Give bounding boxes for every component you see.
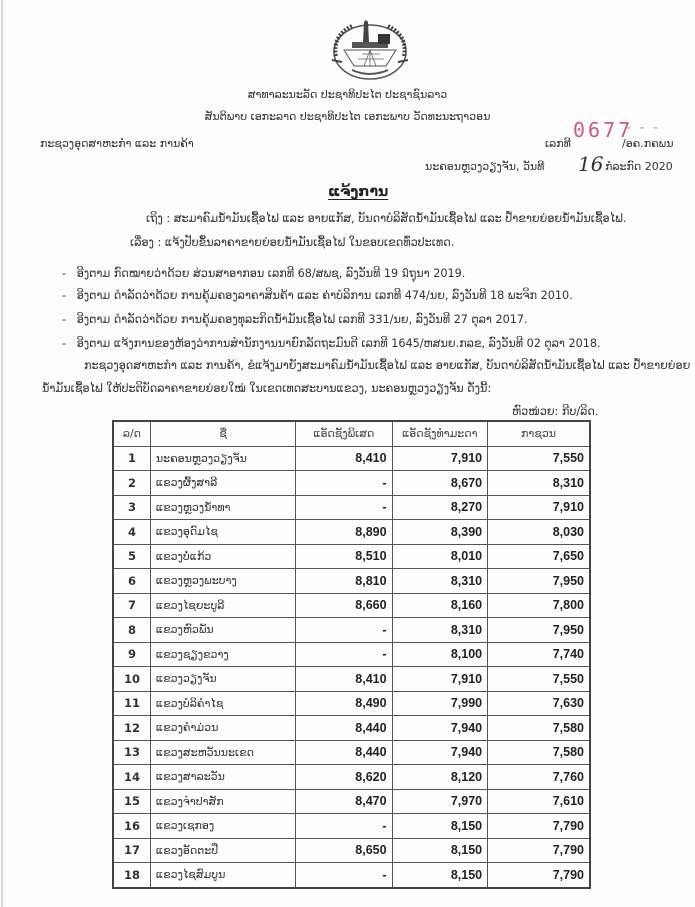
reference-item: - ອີງຕາມ ດຳລັດວ່າດ້ວຍ ການຄຸ້ມຄອງທຸລະກິດນ້ຳມັນເຊື້ອໄຟ ເລກທີ 331/ນຍ, ລົງວັນທີ 27 ຕຸລາ 2017. [62, 313, 528, 326]
row-number: 15 [113, 789, 150, 814]
special-gasoline-price: - [296, 618, 392, 643]
special-gasoline-price: 8,440 [296, 716, 392, 741]
special-gasoline-price: - [296, 642, 392, 667]
province-name: ແຂວງຈຳປາສັກ [150, 789, 295, 814]
regular-gasoline-price: 7,910 [392, 446, 488, 471]
diesel-price: 7,950 [488, 618, 590, 643]
regular-gasoline-price: 7,940 [392, 716, 488, 741]
special-gasoline-price: 8,410 [296, 667, 392, 692]
regular-gasoline-price: 8,150 [392, 814, 488, 839]
special-gasoline-price: 8,490 [296, 691, 392, 716]
table-row [113, 814, 590, 839]
document-number-dashes: - - - [626, 120, 661, 136]
regular-gasoline-price: 8,270 [392, 495, 488, 520]
diesel-price: 7,760 [488, 765, 590, 790]
regular-gasoline-price: 8,160 [392, 593, 488, 618]
notice-title: ແຈ້ງການ [328, 184, 389, 200]
special-gasoline-price: 8,510 [296, 544, 392, 569]
table-row [113, 544, 590, 569]
table-header-row [113, 421, 590, 446]
column-header-diesel: ກາຊວນ [488, 421, 590, 446]
row-number: 6 [113, 569, 150, 594]
row-number: 3 [113, 495, 150, 520]
diesel-price: 7,650 [488, 544, 590, 569]
fuel-price-table [112, 420, 591, 889]
unit-note: ຫົວໜ່ວຍ: ກີບ/ລິດ. [512, 405, 599, 418]
province-name: ແຂວງວຽງຈັນ [150, 667, 295, 692]
subject-line: ເລື່ອງ : ແຈ້ງປັບຂຶ້ນລາຄາຂາຍຍ່ອຍນ້ຳມັນເຊື້ອໄຟ ໃນຂອບເຂດທົ່ວປະເທດ. [130, 236, 455, 249]
reference-item: - ອີງຕາມ ດຳລັດວ່າດ້ວຍ ການຄຸ້ມຄອງລາຄາສິນຄ້າ ແລະ ຄ່າບໍລິການ ເລກທີ 474/ນຍ, ລົງວັນທີ 18 ພະຈິກ 2010. [62, 289, 573, 302]
regular-gasoline-price: 8,670 [392, 471, 488, 496]
handwritten-day: 16 [578, 152, 604, 176]
body-paragraph-line-1: ກະຊວງອຸດສາຫະກຳ ແລະ ການຄ້າ, ຂໍແຈ້ງມາຍັງສະມາຄົມນ້ຳມັນເຊື້ອໄຟ ແລະ ອາຍແກັສ, ບັນດາບໍລິສັດນ້ຳມັນເຊື້ອໄຟ ແລະ ປ້ຳຂາຍຍ່ອຍ [84, 359, 691, 372]
reference-item: - ອີງຕາມ ກົດໝາຍວ່າດ້ວຍ ສ່ວນສາອາກອນ ເລກທີ 68/ສພຊ, ລົງວັນທີ 19 มิຖຸນາ 2019. [62, 267, 466, 280]
diesel-price: 7,950 [488, 569, 590, 594]
province-name: ແຂວງຄຳມ່ວນ [150, 716, 295, 741]
diesel-price: 7,580 [488, 716, 590, 741]
special-gasoline-price: - [296, 814, 392, 839]
document-number-suffix: /ອຄ.ກຄພນ [622, 137, 674, 150]
row-number: 14 [113, 765, 150, 790]
diesel-price: 7,630 [488, 691, 590, 716]
table-row [113, 471, 590, 496]
row-number: 17 [113, 838, 150, 863]
diesel-price: 7,550 [488, 667, 590, 692]
reference-item: - ອີງຕາມ ແຈ້ງການຂອງຫ້ອງວ່າການສຳນັກງານນາຍົກລັດຖະມົນຕີ ເລກທີ 1645/ຫສນຍ.ກລຂ, ລົງວັນທີ 02 ຕຸລາ 2018. [62, 337, 601, 350]
diesel-price: 7,550 [488, 446, 590, 471]
row-number: 16 [113, 814, 150, 839]
place-date-prefix: ນະຄອນຫຼວງວຽງຈັນ, ວັນທີ [425, 160, 545, 173]
special-gasoline-price: 8,410 [296, 446, 392, 471]
body-paragraph-line-2: ນ້ຳມັນເຊື້ອໄຟ ໃຫ້ປະຕິບັດລາຄາຂາຍຍ່ອຍໃໝ່ ໃນເຂດເທດສະບານແຂວງ, ນະຄອນຫຼວງວຽງຈັນ ດັ່ງນີ້: [42, 382, 492, 395]
province-name: ແຂວງໄຊຍະບູລີ [150, 593, 295, 618]
number-label: ເລກທີ [545, 137, 571, 150]
row-number: 2 [113, 471, 150, 496]
province-name: ແຂວງບໍ່ແກ້ວ [150, 544, 295, 569]
row-number: 8 [113, 618, 150, 643]
table-row [113, 716, 590, 741]
row-number: 1 [113, 446, 150, 471]
special-gasoline-price: 8,620 [296, 765, 392, 790]
table-row [113, 691, 590, 716]
table-row [113, 618, 590, 643]
addressee-line: ເຖິງ : ສະມາຄົມນ້ຳມັນເຊື້ອໄຟ ແລະ ອາຍແກັສ, ບັນດາບໍລິສັດນ້ຳມັນເຊື້ອໄຟ ແລະ ປ້ຳຂາຍຍ່ອຍນ້ຳມັນເຊື້ອໄຟ. [146, 212, 627, 225]
province-name: ແຂວງອັດຕະປື [150, 838, 295, 863]
special-gasoline-price: - [296, 495, 392, 520]
regular-gasoline-price: 8,310 [392, 569, 488, 594]
regular-gasoline-price: 7,910 [392, 667, 488, 692]
diesel-price: 7,610 [488, 789, 590, 814]
row-number: 5 [113, 544, 150, 569]
province-name: ແຂວງຫົວພັນ [150, 618, 295, 643]
special-gasoline-price: 8,440 [296, 740, 392, 765]
table-row [113, 642, 590, 667]
regular-gasoline-price: 8,010 [392, 544, 488, 569]
table-row [113, 495, 590, 520]
regular-gasoline-price: 8,100 [392, 642, 488, 667]
special-gasoline-price: 8,470 [296, 789, 392, 814]
special-gasoline-price: 8,810 [296, 569, 392, 594]
row-number: 4 [113, 520, 150, 545]
regular-gasoline-price: 8,390 [392, 520, 488, 545]
province-name: ແຂວງອຸດົມໄຊ [150, 520, 295, 545]
province-name: ແຂວງສະຫວັນນະເຂດ [150, 740, 295, 765]
regular-gasoline-price: 8,150 [392, 838, 488, 863]
row-number: 11 [113, 691, 150, 716]
special-gasoline-price: - [296, 471, 392, 496]
national-motto: ສັນຕິພາບ ເອກະລາດ ປະຊາທິປະໄຕ ເອກະພາບ ວັດທະນະຖາວອນ [204, 110, 491, 123]
diesel-price: 7,740 [488, 642, 590, 667]
province-name: ແຂວງຜົ້ງສາລີ [150, 471, 295, 496]
table-row [113, 740, 590, 765]
diesel-price: 7,910 [488, 495, 590, 520]
province-name: ແຂວງຫຼວງນ້ຳທາ [150, 495, 295, 520]
province-name: ແຂວງໄຊສົມບູນ [150, 863, 295, 888]
province-name: ແຂວງເຊກອງ [150, 814, 295, 839]
table-row [113, 593, 590, 618]
province-name: ນະຄອນຫຼວງວຽງຈັນ [150, 446, 295, 471]
table-row [113, 863, 590, 888]
column-header-name: ຊື່ [150, 421, 295, 446]
province-name: ແຂວງບໍລິຄຳໄຊ [150, 691, 295, 716]
table-row [113, 765, 590, 790]
regular-gasoline-price: 7,940 [392, 740, 488, 765]
diesel-price: 8,310 [488, 471, 590, 496]
diesel-price: 7,790 [488, 838, 590, 863]
province-name: ແຂວງຊຽງຂວາງ [150, 642, 295, 667]
special-gasoline-price: 8,890 [296, 520, 392, 545]
table-row [113, 789, 590, 814]
regular-gasoline-price: 8,310 [392, 618, 488, 643]
document-number-stamp: 0677 [573, 118, 634, 142]
province-name: ແຂວງສາລະວັນ [150, 765, 295, 790]
column-header-no: ລ/ດ [113, 421, 150, 446]
country-name: ສາທາລະນະລັດ ປະຊາທິປະໄຕ ປະຊາຊົນລາວ [247, 88, 448, 101]
scan-edge [1, 0, 3, 907]
table-row [113, 446, 590, 471]
special-gasoline-price: 8,650 [296, 838, 392, 863]
special-gasoline-price: - [296, 863, 392, 888]
special-gasoline-price: 8,660 [296, 593, 392, 618]
column-header-regular-gasoline: ແອັດຊັງທຳມະດາ [392, 421, 488, 446]
table-row [113, 569, 590, 594]
regular-gasoline-price: 8,150 [392, 863, 488, 888]
diesel-price: 7,790 [488, 814, 590, 839]
row-number: 9 [113, 642, 150, 667]
table-body [113, 446, 590, 888]
row-number: 18 [113, 863, 150, 888]
regular-gasoline-price: 7,990 [392, 691, 488, 716]
table-row [113, 520, 590, 545]
national-emblem-icon [322, 16, 418, 82]
column-header-special-gasoline: ແອັດຊັງພິເສດ [296, 421, 392, 446]
row-number: 12 [113, 716, 150, 741]
province-name: ແຂວງຫຼວງພະບາງ [150, 569, 295, 594]
regular-gasoline-price: 8,120 [392, 765, 488, 790]
regular-gasoline-price: 7,970 [392, 789, 488, 814]
diesel-price: 7,800 [488, 593, 590, 618]
ministry-name: ກະຊວງອຸດສາຫະກຳ ແລະ ການຄ້າ [40, 137, 194, 150]
table-row [113, 667, 590, 692]
month-year: ກໍລະກົດ 2020 [605, 160, 673, 173]
diesel-price: 7,790 [488, 863, 590, 888]
table-row [113, 838, 590, 863]
row-number: 7 [113, 593, 150, 618]
row-number: 10 [113, 667, 150, 692]
row-number: 13 [113, 740, 150, 765]
diesel-price: 7,580 [488, 740, 590, 765]
diesel-price: 8,030 [488, 520, 590, 545]
